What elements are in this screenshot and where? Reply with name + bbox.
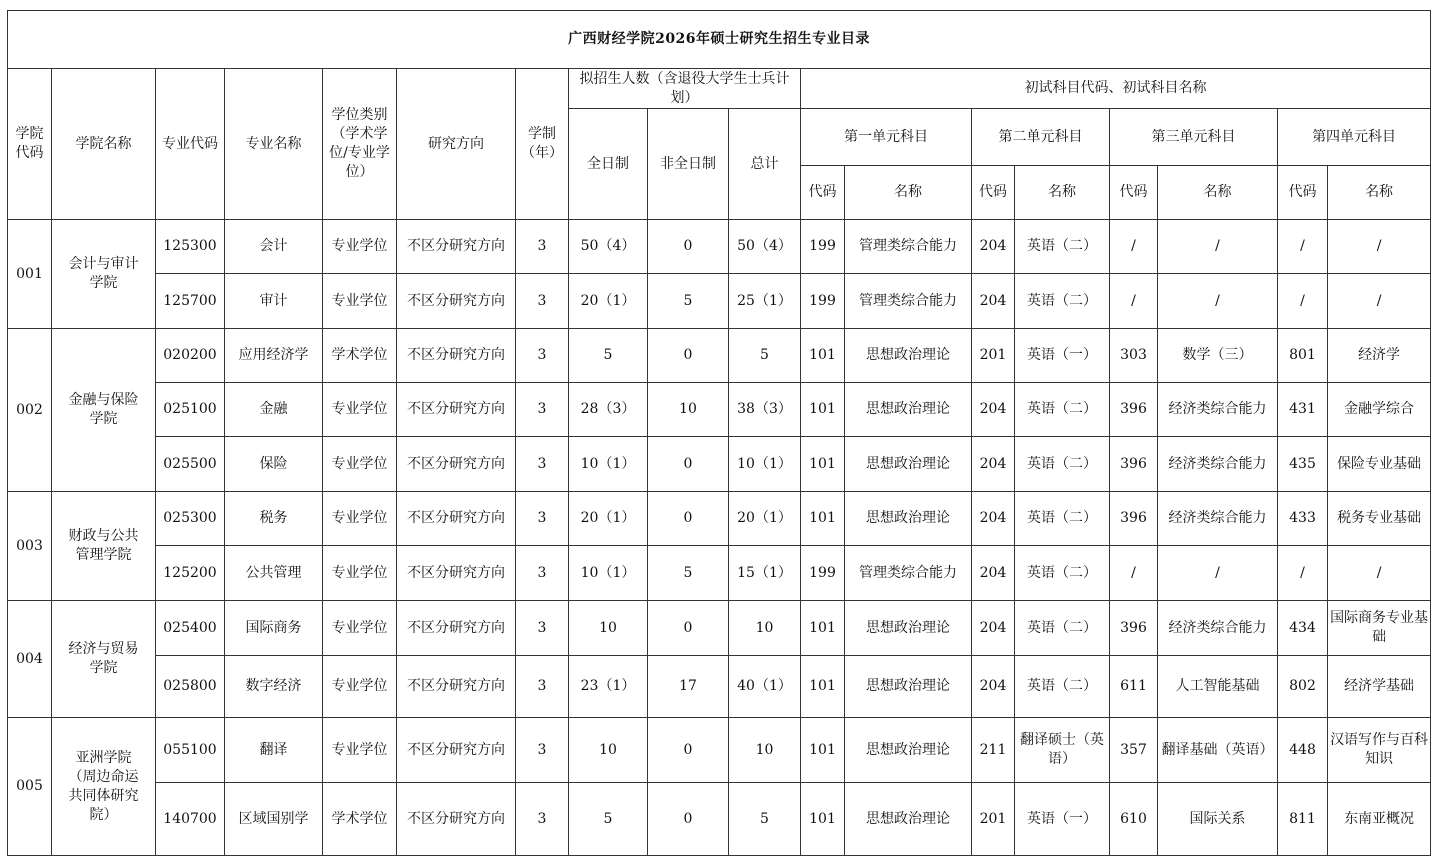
duration: 3 — [516, 437, 569, 492]
unit1-code: 199 — [801, 274, 845, 329]
degree-type: 专业学位 — [323, 220, 397, 274]
unit1-code: 101 — [801, 601, 845, 656]
unit4-name: / — [1328, 546, 1431, 601]
unit2-code: 204 — [972, 383, 1015, 437]
research-direction: 不区分研究方向 — [397, 492, 516, 546]
research-direction: 不区分研究方向 — [397, 546, 516, 601]
part-time-count: 5 — [648, 546, 729, 601]
duration: 3 — [516, 601, 569, 656]
unit1-code: 199 — [801, 220, 845, 274]
unit3-name: 经济类综合能力 — [1158, 601, 1278, 656]
duration: 3 — [516, 383, 569, 437]
unit2-code: 201 — [972, 329, 1015, 383]
header-exam-group: 初试科目代码、初试科目名称 — [801, 69, 1431, 109]
header-research-direction: 研究方向 — [397, 69, 516, 220]
unit1-name: 思想政治理论 — [845, 383, 972, 437]
unit1-name: 管理类综合能力 — [845, 274, 972, 329]
college-name: 亚洲学院（周边命运共同体研究院） — [52, 718, 156, 856]
total-count: 10 — [729, 718, 801, 783]
degree-type: 专业学位 — [323, 546, 397, 601]
table-row — [8, 274, 1431, 329]
unit1-name: 思想政治理论 — [845, 437, 972, 492]
research-direction: 不区分研究方向 — [397, 437, 516, 492]
unit3-name: 经济类综合能力 — [1158, 492, 1278, 546]
unit1-name: 思想政治理论 — [845, 718, 972, 783]
major-name: 国际商务 — [225, 601, 323, 656]
major-code: 025400 — [156, 601, 225, 656]
unit4-name: 金融学综合 — [1328, 383, 1431, 437]
full-time-count: 10（1） — [569, 546, 648, 601]
major-name: 审计 — [225, 274, 323, 329]
unit2-name: 英语（一） — [1015, 329, 1110, 383]
part-time-count: 0 — [648, 329, 729, 383]
college-code: 003 — [8, 492, 52, 601]
major-code: 140700 — [156, 783, 225, 856]
major-code: 125300 — [156, 220, 225, 274]
college-code: 002 — [8, 329, 52, 492]
duration: 3 — [516, 656, 569, 718]
unit3-name: 国际关系 — [1158, 783, 1278, 856]
full-time-count: 28（3） — [569, 383, 648, 437]
unit1-name: 思想政治理论 — [845, 783, 972, 856]
college-name: 财政与公共管理学院 — [52, 492, 156, 601]
unit2-name: 英语（二） — [1015, 220, 1110, 274]
header-unit1-name: 名称 — [845, 166, 972, 220]
full-time-count: 10（1） — [569, 437, 648, 492]
major-name: 会计 — [225, 220, 323, 274]
major-code: 025100 — [156, 383, 225, 437]
major-name: 应用经济学 — [225, 329, 323, 383]
part-time-count: 10 — [648, 383, 729, 437]
header-college-code: 学院代码 — [8, 69, 52, 220]
unit1-code: 101 — [801, 329, 845, 383]
unit1-name: 管理类综合能力 — [845, 546, 972, 601]
total-count: 5 — [729, 329, 801, 383]
header-unit2-code: 代码 — [972, 166, 1015, 220]
total-count: 25（1） — [729, 274, 801, 329]
unit1-code: 101 — [801, 783, 845, 856]
full-time-count: 50（4） — [569, 220, 648, 274]
part-time-count: 0 — [648, 437, 729, 492]
college-code: 001 — [8, 220, 52, 329]
major-code: 025300 — [156, 492, 225, 546]
unit3-code: / — [1110, 220, 1158, 274]
unit1-code: 101 — [801, 492, 845, 546]
degree-type: 学术学位 — [323, 783, 397, 856]
total-count: 40（1） — [729, 656, 801, 718]
duration: 3 — [516, 492, 569, 546]
unit4-code: 801 — [1278, 329, 1328, 383]
unit4-name: 汉语写作与百科知识 — [1328, 718, 1431, 783]
degree-type: 学术学位 — [323, 329, 397, 383]
header-degree-type: 学位类别（学术学位/专业学位） — [323, 69, 397, 220]
total-count: 50（4） — [729, 220, 801, 274]
research-direction: 不区分研究方向 — [397, 274, 516, 329]
unit1-name: 思想政治理论 — [845, 601, 972, 656]
duration: 3 — [516, 274, 569, 329]
total-count: 10（1） — [729, 437, 801, 492]
unit1-name: 思想政治理论 — [845, 492, 972, 546]
table-row — [8, 220, 1431, 274]
college-name: 经济与贸易学院 — [52, 601, 156, 718]
total-count: 10 — [729, 601, 801, 656]
full-time-count: 10 — [569, 601, 648, 656]
unit3-code: 396 — [1110, 383, 1158, 437]
unit2-name: 英语（二） — [1015, 546, 1110, 601]
duration: 3 — [516, 783, 569, 856]
header-major-name: 专业名称 — [225, 69, 323, 220]
unit4-code: 431 — [1278, 383, 1328, 437]
part-time-count: 0 — [648, 718, 729, 783]
unit3-code: 396 — [1110, 437, 1158, 492]
research-direction: 不区分研究方向 — [397, 656, 516, 718]
research-direction: 不区分研究方向 — [397, 220, 516, 274]
total-count: 15（1） — [729, 546, 801, 601]
degree-type: 专业学位 — [323, 274, 397, 329]
unit2-name: 翻译硕士（英语） — [1015, 718, 1110, 783]
research-direction: 不区分研究方向 — [397, 601, 516, 656]
table-row — [8, 437, 1431, 492]
unit3-name: 经济类综合能力 — [1158, 383, 1278, 437]
college-name: 金融与保险学院 — [52, 329, 156, 492]
full-time-count: 20（1） — [569, 274, 648, 329]
unit4-name: 税务专业基础 — [1328, 492, 1431, 546]
unit2-name: 英语（二） — [1015, 383, 1110, 437]
part-time-count: 17 — [648, 656, 729, 718]
major-code: 025800 — [156, 656, 225, 718]
unit1-name: 思想政治理论 — [845, 329, 972, 383]
header-total: 总计 — [729, 109, 801, 220]
duration: 3 — [516, 329, 569, 383]
unit4-name: 保险专业基础 — [1328, 437, 1431, 492]
research-direction: 不区分研究方向 — [397, 718, 516, 783]
part-time-count: 0 — [648, 601, 729, 656]
header-unit3: 第三单元科目 — [1110, 109, 1278, 166]
unit4-code: 433 — [1278, 492, 1328, 546]
unit4-code: 448 — [1278, 718, 1328, 783]
unit4-code: 435 — [1278, 437, 1328, 492]
degree-type: 专业学位 — [323, 492, 397, 546]
unit4-code: 811 — [1278, 783, 1328, 856]
major-code: 055100 — [156, 718, 225, 783]
unit2-code: 201 — [972, 783, 1015, 856]
unit3-code: 610 — [1110, 783, 1158, 856]
catalog-body — [8, 220, 1431, 856]
major-code: 125200 — [156, 546, 225, 601]
unit3-name: / — [1158, 546, 1278, 601]
duration: 3 — [516, 718, 569, 783]
part-time-count: 0 — [648, 220, 729, 274]
unit3-code: 357 — [1110, 718, 1158, 783]
unit3-name: 翻译基础（英语） — [1158, 718, 1278, 783]
major-name: 翻译 — [225, 718, 323, 783]
unit1-code: 101 — [801, 718, 845, 783]
unit3-code: / — [1110, 274, 1158, 329]
header-unit3-name: 名称 — [1158, 166, 1278, 220]
unit2-name: 英语（二） — [1015, 437, 1110, 492]
degree-type: 专业学位 — [323, 656, 397, 718]
unit3-code: 396 — [1110, 601, 1158, 656]
header-unit4-code: 代码 — [1278, 166, 1328, 220]
unit2-code: 204 — [972, 601, 1015, 656]
college-name: 会计与审计学院 — [52, 220, 156, 329]
part-time-count: 0 — [648, 783, 729, 856]
table-row — [8, 601, 1431, 656]
unit1-code: 199 — [801, 546, 845, 601]
table-row — [8, 546, 1431, 601]
college-code: 004 — [8, 601, 52, 718]
table-row — [8, 656, 1431, 718]
unit2-code: 204 — [972, 492, 1015, 546]
unit4-name: 经济学 — [1328, 329, 1431, 383]
full-time-count: 20（1） — [569, 492, 648, 546]
unit1-code: 101 — [801, 437, 845, 492]
degree-type: 专业学位 — [323, 601, 397, 656]
unit4-code: / — [1278, 546, 1328, 601]
unit3-name: 经济类综合能力 — [1158, 437, 1278, 492]
header-unit4-name: 名称 — [1328, 166, 1431, 220]
header-unit4: 第四单元科目 — [1278, 109, 1431, 166]
header-unit2: 第二单元科目 — [972, 109, 1110, 166]
total-count: 20（1） — [729, 492, 801, 546]
unit4-name: 国际商务专业基础 — [1328, 601, 1431, 656]
major-code: 020200 — [156, 329, 225, 383]
table-row — [8, 718, 1431, 783]
page-title: 广西财经学院2026年硕士研究生招生专业目录 — [8, 11, 1431, 69]
major-name: 数字经济 — [225, 656, 323, 718]
full-time-count: 10 — [569, 718, 648, 783]
full-time-count: 5 — [569, 329, 648, 383]
unit1-code: 101 — [801, 656, 845, 718]
unit1-code: 101 — [801, 383, 845, 437]
total-count: 38（3） — [729, 383, 801, 437]
total-count: 5 — [729, 783, 801, 856]
full-time-count: 5 — [569, 783, 648, 856]
enrollment-catalog-table — [7, 10, 1431, 856]
unit4-code: 434 — [1278, 601, 1328, 656]
unit4-name: / — [1328, 220, 1431, 274]
major-name: 公共管理 — [225, 546, 323, 601]
unit2-code: 211 — [972, 718, 1015, 783]
part-time-count: 5 — [648, 274, 729, 329]
header-enrollment-group: 拟招生人数（含退役大学生士兵计划） — [569, 69, 801, 109]
unit1-name: 思想政治理论 — [845, 656, 972, 718]
unit4-code: / — [1278, 220, 1328, 274]
header-unit2-name: 名称 — [1015, 166, 1110, 220]
unit2-name: 英语（二） — [1015, 601, 1110, 656]
unit3-code: 611 — [1110, 656, 1158, 718]
unit4-name: 东南亚概况 — [1328, 783, 1431, 856]
major-name: 区域国别学 — [225, 783, 323, 856]
degree-type: 专业学位 — [323, 718, 397, 783]
unit2-code: 204 — [972, 220, 1015, 274]
unit3-code: 396 — [1110, 492, 1158, 546]
table-row — [8, 383, 1431, 437]
table-row — [8, 492, 1431, 546]
header-part-time: 非全日制 — [648, 109, 729, 220]
research-direction: 不区分研究方向 — [397, 783, 516, 856]
unit2-name: 英语（二） — [1015, 492, 1110, 546]
unit4-name: / — [1328, 274, 1431, 329]
major-name: 税务 — [225, 492, 323, 546]
unit2-name: 英语（二） — [1015, 656, 1110, 718]
unit3-code: / — [1110, 546, 1158, 601]
unit3-name: 数学（三） — [1158, 329, 1278, 383]
unit3-name: / — [1158, 220, 1278, 274]
table-row — [8, 783, 1431, 856]
unit3-name: 人工智能基础 — [1158, 656, 1278, 718]
unit2-name: 英语（一） — [1015, 783, 1110, 856]
unit4-name: 经济学基础 — [1328, 656, 1431, 718]
college-code: 005 — [8, 718, 52, 856]
unit3-code: 303 — [1110, 329, 1158, 383]
duration: 3 — [516, 546, 569, 601]
header-duration: 学制（年） — [516, 69, 569, 220]
part-time-count: 0 — [648, 492, 729, 546]
research-direction: 不区分研究方向 — [397, 383, 516, 437]
header-full-time: 全日制 — [569, 109, 648, 220]
table-row — [8, 329, 1431, 383]
major-name: 保险 — [225, 437, 323, 492]
unit2-code: 204 — [972, 656, 1015, 718]
unit2-code: 204 — [972, 546, 1015, 601]
major-code: 025500 — [156, 437, 225, 492]
unit2-name: 英语（二） — [1015, 274, 1110, 329]
major-code: 125700 — [156, 274, 225, 329]
unit2-code: 204 — [972, 437, 1015, 492]
header-unit3-code: 代码 — [1110, 166, 1158, 220]
unit3-name: / — [1158, 274, 1278, 329]
header-unit1-code: 代码 — [801, 166, 845, 220]
research-direction: 不区分研究方向 — [397, 329, 516, 383]
degree-type: 专业学位 — [323, 383, 397, 437]
header-college-name: 学院名称 — [52, 69, 156, 220]
full-time-count: 23（1） — [569, 656, 648, 718]
header-unit1: 第一单元科目 — [801, 109, 972, 166]
unit4-code: 802 — [1278, 656, 1328, 718]
major-name: 金融 — [225, 383, 323, 437]
unit1-name: 管理类综合能力 — [845, 220, 972, 274]
duration: 3 — [516, 220, 569, 274]
degree-type: 专业学位 — [323, 437, 397, 492]
header-major-code: 专业代码 — [156, 69, 225, 220]
unit2-code: 204 — [972, 274, 1015, 329]
unit4-code: / — [1278, 274, 1328, 329]
